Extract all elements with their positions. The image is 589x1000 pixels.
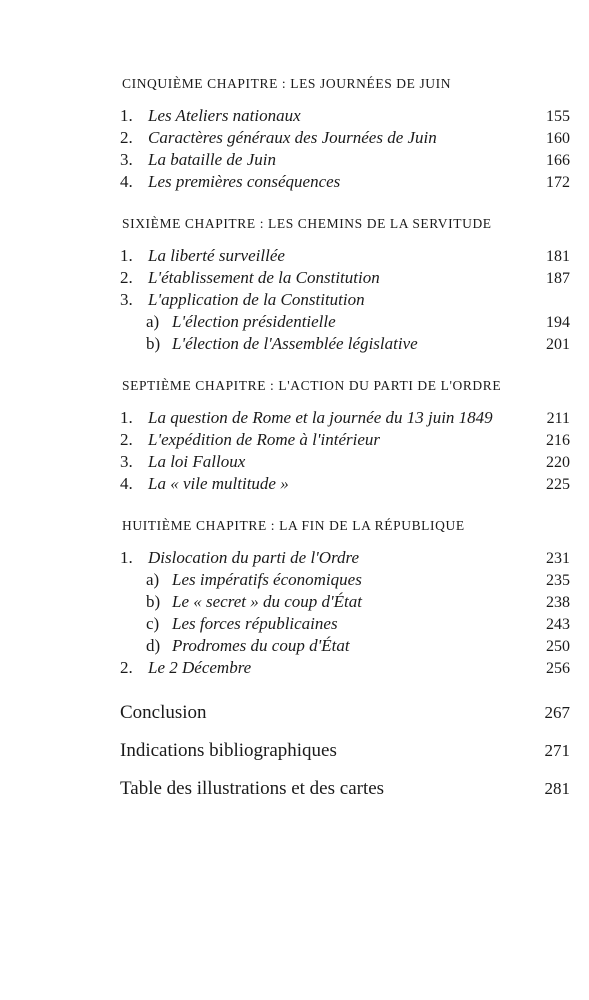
toc-entry	[120, 570, 570, 592]
toc-entry	[120, 106, 570, 128]
entry-number: c)	[146, 614, 160, 633]
toc-entry	[120, 658, 570, 680]
chapter-section	[120, 518, 570, 680]
back-matter-title: Table des illustrations et des cartes	[120, 778, 385, 799]
entry-number: a)	[146, 570, 160, 589]
back-matter-page: 281	[544, 779, 570, 798]
entry-title: La liberté surveillée	[148, 246, 285, 265]
chapter-title: HUITIÈME CHAPITRE : LA FIN DE LA RÉPUBLIQUE	[122, 518, 465, 533]
entry-page: 235	[546, 572, 570, 589]
entry-title: Les forces républicaines	[172, 614, 338, 633]
toc-entry	[120, 312, 570, 334]
toc-entry	[120, 452, 570, 474]
entry-number: a)	[146, 312, 160, 331]
entry-page: 194	[546, 314, 570, 331]
entry-number: 1.	[120, 106, 133, 125]
entry-title: L'application de la Constitution	[148, 290, 365, 309]
entry-number: 1.	[120, 548, 133, 567]
table-of-contents	[120, 76, 570, 816]
toc-entry	[120, 592, 570, 614]
entry-number: 2.	[120, 268, 133, 287]
back-matter-list	[120, 702, 570, 800]
chapter-title: CINQUIÈME CHAPITRE : LES JOURNÉES DE JUIN	[122, 76, 452, 91]
entry-title: Caractères généraux des Journées de Juin	[148, 128, 437, 147]
entry-title: L'établissement de la Constitution	[148, 268, 380, 287]
entry-number: 3.	[120, 290, 133, 309]
toc-entry	[120, 246, 570, 268]
entry-title: La loi Falloux	[148, 452, 246, 471]
chapter-title: SIXIÈME CHAPITRE : LES CHEMINS DE LA SERVITUDE	[122, 216, 492, 231]
toc-entry	[120, 128, 570, 150]
entry-page: 201	[546, 336, 570, 353]
toc-entry	[120, 636, 570, 658]
entry-title: Les Ateliers nationaux	[148, 106, 301, 125]
back-matter-entry	[120, 778, 570, 800]
entry-page: 211	[546, 410, 570, 427]
chapter-list	[120, 76, 570, 680]
entry-title: L'élection présidentielle	[172, 312, 336, 331]
entry-number: 3.	[120, 452, 133, 471]
toc-entry	[120, 430, 570, 452]
toc-entry	[120, 548, 570, 570]
back-matter-page: 267	[544, 703, 570, 722]
chapter-section	[120, 378, 570, 496]
entry-number: 4.	[120, 474, 133, 493]
entry-title: Dislocation du parti de l'Ordre	[148, 548, 360, 567]
back-matter-entry	[120, 740, 570, 762]
entry-page: 250	[546, 638, 570, 655]
entry-number: 1.	[120, 246, 133, 265]
entry-title: Le 2 Décembre	[148, 658, 252, 677]
entry-number: 4.	[120, 172, 133, 191]
entry-title: Prodromes du coup d'État	[172, 636, 350, 655]
entry-number: 3.	[120, 150, 133, 169]
entry-page: 256	[546, 660, 570, 677]
entry-number: 2.	[120, 128, 133, 147]
entry-number: 1.	[120, 408, 133, 427]
entry-title: Les impératifs économiques	[172, 570, 362, 589]
back-matter-title: Indications bibliographiques	[120, 740, 337, 761]
chapter-title: SEPTIÈME CHAPITRE : L'ACTION DU PARTI DE L'ORDRE	[122, 378, 502, 393]
back-matter-title: Conclusion	[120, 702, 207, 723]
toc-entry	[120, 334, 570, 356]
entry-page: 225	[546, 476, 570, 493]
entry-number: 2.	[120, 430, 133, 449]
entry-title: L'élection de l'Assemblée législative	[172, 334, 418, 353]
entry-number: 2.	[120, 658, 133, 677]
back-matter-entry	[120, 702, 570, 724]
entry-page: 155	[546, 108, 570, 125]
entry-title: Les premières conséquences	[148, 172, 341, 191]
entry-title: La question de Rome et la journée du 13 juin 1849	[148, 408, 493, 427]
entry-page: 181	[546, 248, 570, 265]
entry-number: b)	[146, 592, 161, 611]
toc-entry	[120, 150, 570, 172]
toc-entry	[120, 474, 570, 496]
entry-number: b)	[146, 334, 161, 353]
toc-entry	[120, 290, 570, 312]
entry-number: d)	[146, 636, 161, 655]
entry-page: 243	[546, 616, 570, 633]
toc-entry	[120, 268, 570, 290]
entry-title: La bataille de Juin	[148, 150, 276, 169]
toc-entry	[120, 408, 570, 430]
entry-page: 187	[546, 270, 570, 287]
entry-page: 231	[546, 550, 570, 567]
toc-entry	[120, 614, 570, 636]
back-matter-page: 271	[544, 741, 570, 760]
entry-page: 216	[546, 432, 570, 449]
toc-entry	[120, 172, 570, 194]
entry-title: La « vile multitude »	[148, 474, 289, 493]
entry-title: Le « secret » du coup d'État	[172, 592, 362, 611]
entry-page: 166	[546, 152, 570, 169]
chapter-section	[120, 216, 570, 356]
entry-page: 238	[546, 594, 570, 611]
entry-page: 220	[546, 454, 570, 471]
chapter-section	[120, 76, 570, 194]
entry-page: 160	[546, 130, 570, 147]
entry-title: L'expédition de Rome à l'intérieur	[148, 430, 380, 449]
entry-page: 172	[546, 174, 570, 191]
